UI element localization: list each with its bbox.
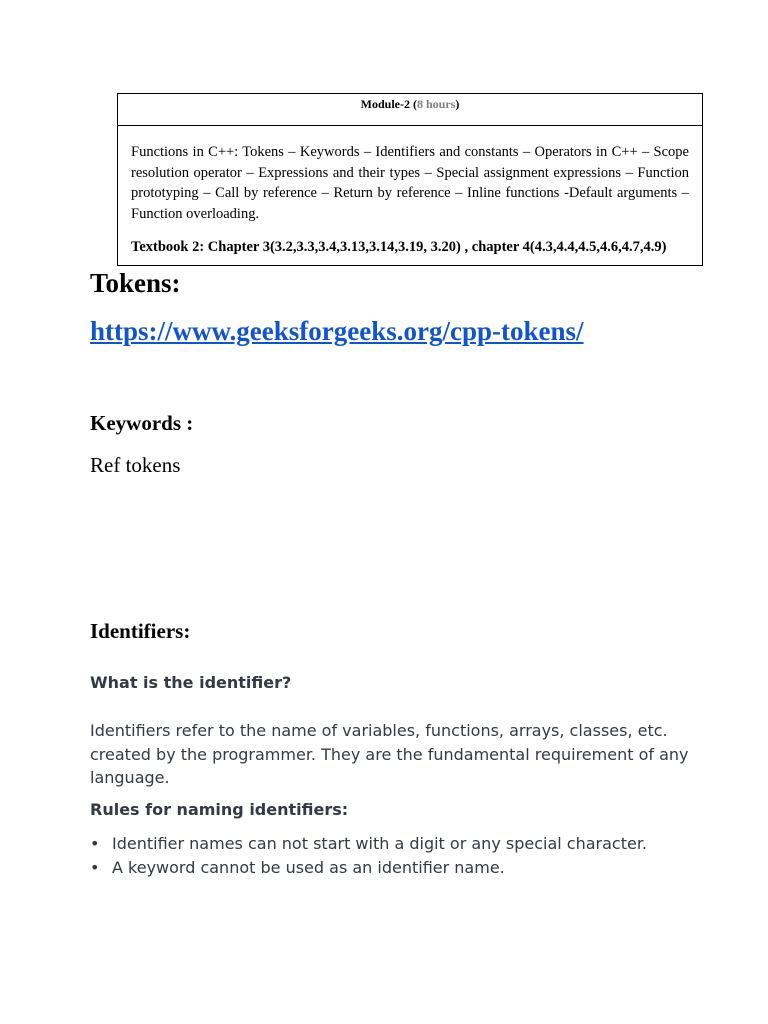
- module-title: Module-2 (: [360, 97, 417, 111]
- list-item: [90, 832, 710, 856]
- module-box: [117, 93, 703, 266]
- identifier-question: What is the identifier?: [90, 673, 292, 692]
- identifier-paragraph: Identifiers refer to the name of variables, functions, arrays, classes, etc. created by the programmer. They are the fundamental requirement of any language.: [90, 721, 689, 787]
- module-header: [118, 94, 702, 126]
- identifiers-heading: Identifiers:: [90, 619, 191, 643]
- list-item: [90, 856, 710, 880]
- rule-text: Identifier names can not start with a digit or any special character.: [112, 834, 648, 853]
- module-title-end: ): [455, 97, 460, 111]
- module-topics: Functions in C++: Tokens – Keywords – Identifiers and constants – Operators in C++ – Scope resolution operator – Expressions and their types – Special assignment expressions – Function prototyping – Call by reference – Return by reference – Inline functions -Default arguments – Function overloading.: [131, 144, 689, 222]
- rules-list: [90, 832, 710, 879]
- tokens-heading: Tokens:: [90, 268, 181, 298]
- rule-text: A keyword cannot be used as an identifier name.: [112, 857, 505, 877]
- keywords-heading: Keywords :: [90, 411, 194, 435]
- bullet-icon: •: [90, 834, 100, 853]
- module-body: [118, 126, 702, 258]
- module-hours: 8 hours: [416, 97, 456, 111]
- rules-heading: Rules for naming identifiers:: [90, 800, 349, 819]
- tokens-link[interactable]: https://www.geeksforgeeks.org/cpp-tokens/: [90, 316, 584, 346]
- bullet-icon: •: [90, 857, 100, 877]
- keywords-note: Ref tokens: [90, 453, 181, 477]
- module-textbook: Textbook 2: Chapter 3(3.2,3.3,3.4,3.13,3.14,3.19, 3.20) , chapter 4(4.3,4.4,4.5,4.6,4.7,4.9): [131, 239, 667, 255]
